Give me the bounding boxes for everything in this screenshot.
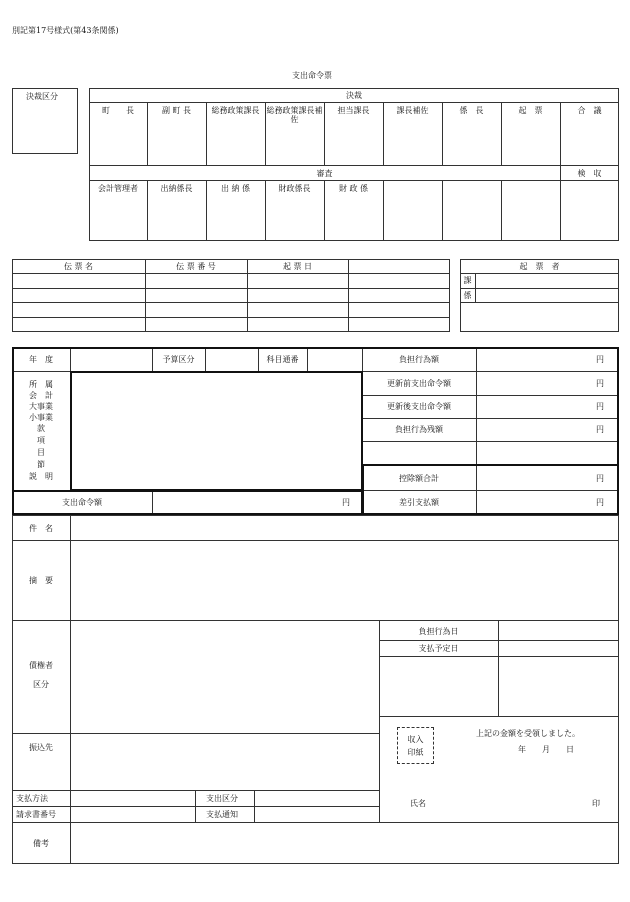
kojo-label: 控除額合計 <box>399 474 439 483</box>
approval-col-8: 起 票 <box>518 106 543 115</box>
sashihiki-label: 差引支払額 <box>399 498 439 507</box>
slip-header-name: 伝 票 名 <box>63 262 94 271</box>
shishutsu-gaku-label: 支出命令額 <box>62 498 102 507</box>
shiharai-tsuchi-label: 支払通知 <box>206 810 238 819</box>
yen-sashihiki: 円 <box>596 498 604 507</box>
slip-header-date: 起 票 日 <box>282 262 313 271</box>
approval-col-4: 総務政策課長補佐 <box>266 106 323 125</box>
yen-futan: 円 <box>596 355 604 364</box>
approval-col-3: 総務政策課長 <box>211 106 260 115</box>
yen-shishutsu: 円 <box>342 498 350 507</box>
inshi-label: 印紙 <box>407 748 424 757</box>
saikensha-label: 債権者 <box>29 661 53 670</box>
shinsa-col-4: 財政係長 <box>278 184 311 193</box>
label-moku: 目 <box>37 448 45 457</box>
kessai-kubun-label: 決裁区分 <box>26 92 58 101</box>
kessai-header: 決裁 <box>346 91 362 100</box>
bottom-table <box>12 515 619 864</box>
label-shozoku: 所 属 <box>29 380 53 389</box>
label-kaikei: 会 計 <box>29 391 53 400</box>
shunyu-label: 収入 <box>407 735 424 744</box>
receipt-text: 上記の金額を受領しました。 <box>476 729 580 738</box>
approval-col-7: 係 長 <box>459 106 484 115</box>
approval-col-2: 副 町 長 <box>161 106 192 115</box>
kojo-sashihiki-field[interactable] <box>362 464 619 515</box>
kubun-label: 区分 <box>33 680 49 689</box>
shishutsu-gaku-field[interactable] <box>12 490 363 515</box>
shinsa-col-2: 出納係長 <box>160 184 193 193</box>
ka-label: 課 <box>463 276 472 285</box>
shinsa-col-3: 出 納 係 <box>220 184 251 193</box>
kakari-label: 係 <box>463 291 472 300</box>
shinsa-col-1: 会計管理者 <box>98 184 138 193</box>
zangaku-label: 負担行為残額 <box>395 425 443 434</box>
shinsa-header: 審査 <box>316 169 333 178</box>
label-setsumei: 説 明 <box>29 472 53 481</box>
seikyu-no-label: 請求書番号 <box>16 810 56 819</box>
approval-col-6: 課長補佐 <box>396 106 429 115</box>
approval-col-1: 町 長 <box>102 106 134 115</box>
label-daijigyo: 大事業 <box>29 402 53 411</box>
shiharai-hoho-label: 支払方法 <box>16 794 48 803</box>
yen-zangaku: 円 <box>596 425 604 434</box>
futan-bi-label: 負担行為日 <box>418 627 459 636</box>
account-field[interactable] <box>70 371 363 491</box>
shimei-label: 氏名 <box>410 799 426 808</box>
koshinmae-label: 更新前支出命令額 <box>387 379 451 388</box>
yen-koshingo: 円 <box>596 402 604 411</box>
form-title: 支出命令票 <box>292 71 332 80</box>
approval-col-5: 担当課長 <box>337 106 370 115</box>
furikomi-label: 振込先 <box>29 743 53 752</box>
label-shojigyo: 小事業 <box>29 413 53 422</box>
kihyosha-header: 起 票 者 <box>519 262 560 271</box>
nendo-label: 年 度 <box>29 355 53 364</box>
tekiyo-label: 摘 要 <box>29 576 53 585</box>
kensyu-header: 検 収 <box>577 169 602 178</box>
label-ko: 項 <box>37 436 45 445</box>
shishutsu-kubun-label: 支出区分 <box>206 794 238 803</box>
form-reference: 別記第17号様式(第43条関係) <box>12 26 119 35</box>
approval-col-9: 合 議 <box>577 106 602 115</box>
biko-label: 備考 <box>33 839 49 848</box>
futan-gaku-label: 負担行為額 <box>399 355 439 364</box>
in-mark: 印 <box>592 799 600 808</box>
kamoku-label: 科目通番 <box>266 355 299 364</box>
receipt-date: 年 月 日 <box>518 745 574 754</box>
yen-kojo: 円 <box>596 474 604 483</box>
koshingo-label: 更新後支出命令額 <box>387 402 451 411</box>
label-setsu: 節 <box>37 460 45 469</box>
yen-koshinmae: 円 <box>596 379 604 388</box>
yosan-kubun-label: 予算区分 <box>162 355 195 364</box>
label-kan: 款 <box>37 424 45 433</box>
shiharai-yotei-label: 支払予定日 <box>418 644 459 653</box>
shunyu-inshi-box <box>397 727 434 764</box>
slip-header-number: 伝 票 番 号 <box>176 262 216 271</box>
kenmei-label: 件 名 <box>29 524 53 533</box>
shinsa-col-5: 財 政 係 <box>338 184 369 193</box>
